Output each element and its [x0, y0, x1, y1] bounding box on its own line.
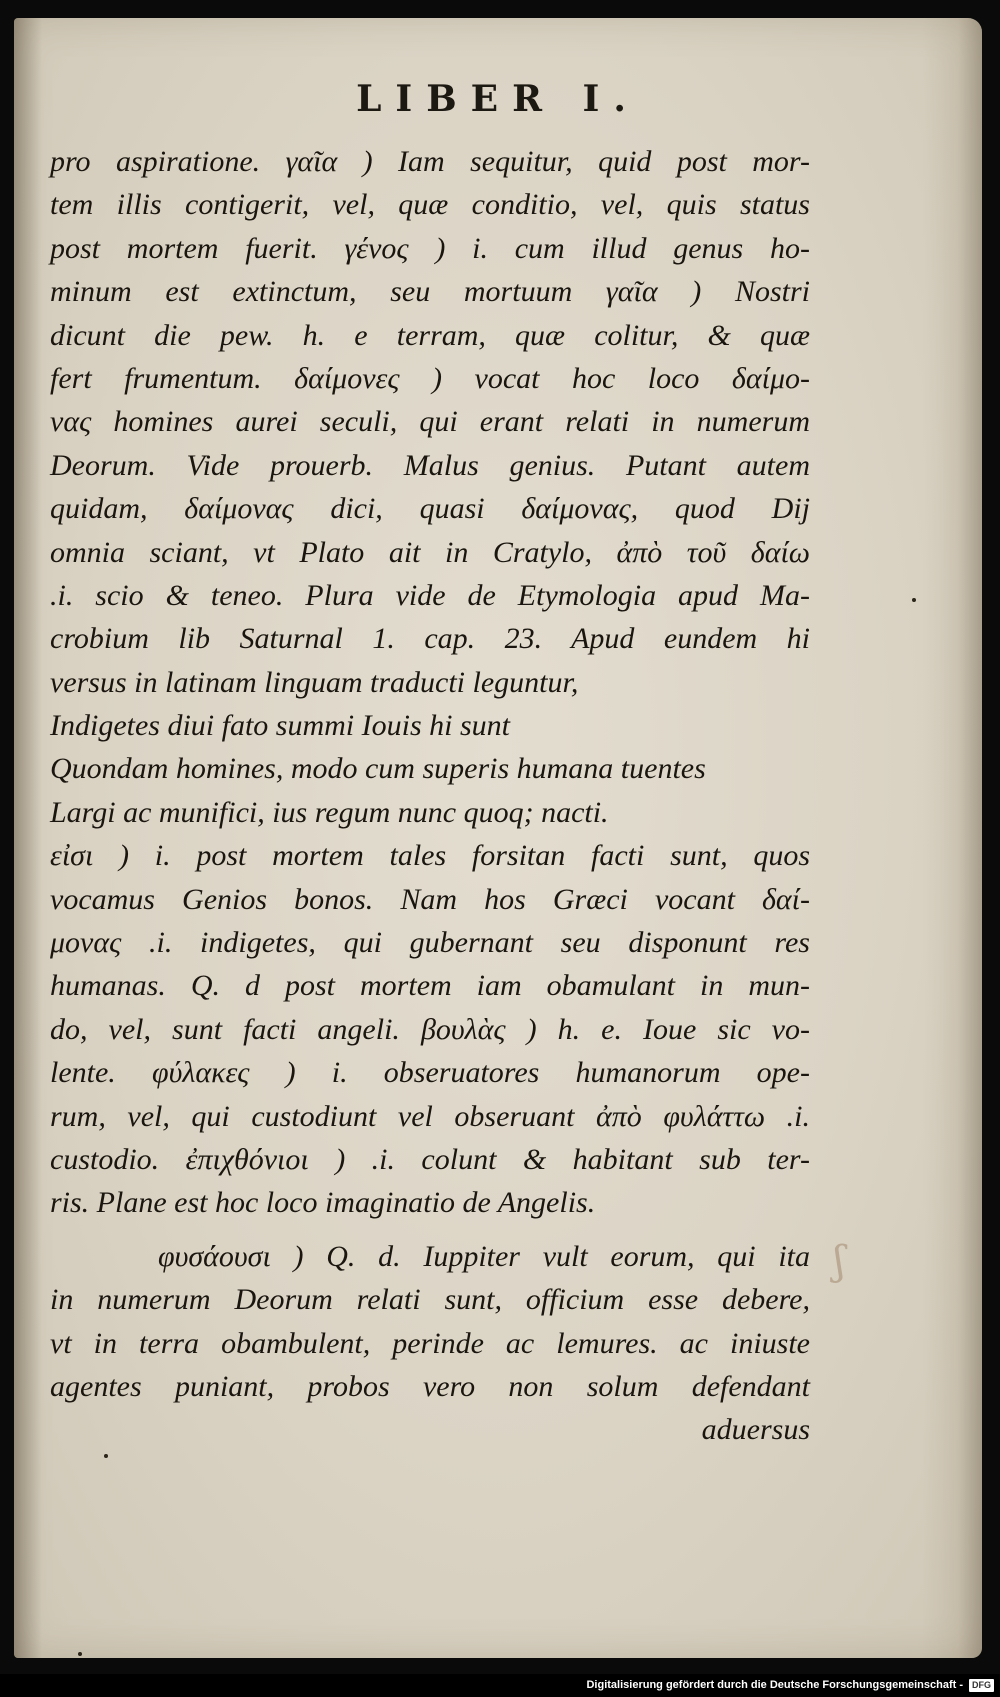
paragraph-gap: [50, 1225, 810, 1235]
text-line: νας homines aurei seculi, qui erant relati in numerum: [50, 405, 810, 439]
text-line: agentes puniant, probos vero non solum defendant: [50, 1369, 810, 1403]
text-line: lente. φύλακες ) i. obseruatores humanorum ope-: [50, 1056, 810, 1090]
text-line: humanas. Q. d post mortem iam obamulant in mun-: [50, 969, 810, 1003]
digitization-credit-bar: [0, 1674, 1000, 1697]
text-line: in numerum Deorum relati sunt, officium esse debere,: [50, 1283, 810, 1317]
ink-speck: [912, 598, 916, 602]
book-page: [14, 18, 982, 1658]
margin-pencil-mark: ʃ: [834, 1238, 845, 1284]
text-line: omnia sciant, vt Plato ait in Cratylo, ἀπὸ τοῦ δαίω: [50, 535, 810, 569]
funding-credit: Digitalisierung gefördert durch die Deutsche Forschungsgemeinschaft -: [586, 1679, 963, 1691]
ink-speck: [104, 1454, 108, 1458]
text-line: vt in terra obambulent, perinde ac lemures. ac iniuste: [50, 1326, 810, 1360]
text-line: ris. Plane est hoc loco imaginatio de Angelis.: [50, 1186, 596, 1220]
text-line: dicunt die pew. h. e terram, quæ colitur, & quæ: [50, 318, 810, 352]
ink-speck: [78, 1652, 82, 1656]
text-line: fert frumentum. δαίμονες ) vocat hoc loco δαίμο-: [50, 361, 810, 395]
text-line: versus in latinam linguam traducti leguntur,: [50, 665, 579, 699]
page-gutter-shadow: [14, 18, 42, 1658]
text-line: Deorum. Vide prouerb. Malus genius. Putant autem: [50, 448, 810, 482]
verse-line: Quondam homines, modo cum superis humana tuentes: [50, 752, 706, 786]
verse-line: Indigetes diui fato summi Iouis hi sunt: [50, 709, 510, 743]
text-line: .i. scio & teneo. Plura vide de Etymologia apud Ma-: [50, 578, 810, 612]
text-line: rum, vel, qui custodiunt vel obseruant ἀπὸ φυλάττω .i.: [50, 1099, 810, 1133]
text-line: post mortem fuerit. γένος ) i. cum illud genus ho-: [50, 231, 810, 265]
text-line: φυσάουσι ) Q. d. Iuppiter vult eorum, qui ita: [158, 1239, 810, 1273]
text-line: minum est extinctum, seu mortuum γαῖα ) Nostri: [50, 275, 810, 309]
text-line: pro aspiratione. γαῖα ) Iam sequitur, quid post mor-: [50, 145, 810, 178]
text-line: μονας .i. indigetes, qui gubernant seu disponunt res: [50, 926, 810, 960]
dfg-logo: DFG: [969, 1679, 994, 1692]
text-line: crobium lib Saturnal 1. cap. 23. Apud eundem hi: [50, 622, 810, 656]
page-edge-shadow: [922, 18, 982, 1658]
catchword: aduersus: [701, 1413, 810, 1447]
running-head: LIBER I.: [356, 78, 640, 120]
text-line: do, vel, sunt facti angeli. βουλὰς ) h. e. Ioue sic vo-: [50, 1012, 810, 1046]
text-line: vocamus Genios bonos. Nam hos Græci vocant δαί-: [50, 882, 810, 916]
text-line: quidam, δαίμονας dici, quasi δαίμονας, quod Dij: [50, 492, 810, 526]
text-line: custodio. ἐπιχθόνιοι ) .i. colunt & habitant sub ter-: [50, 1142, 810, 1176]
verse-line: Largi ac munifici, ius regum nunc quoq; nacti.: [50, 795, 609, 829]
text-line: tem illis contigerit, vel, quæ conditio, vel, quis status: [50, 188, 810, 222]
text-line: εἰσι ) i. post mortem tales forsitan facti sunt, quos: [50, 839, 810, 873]
body-text: [50, 140, 810, 1452]
